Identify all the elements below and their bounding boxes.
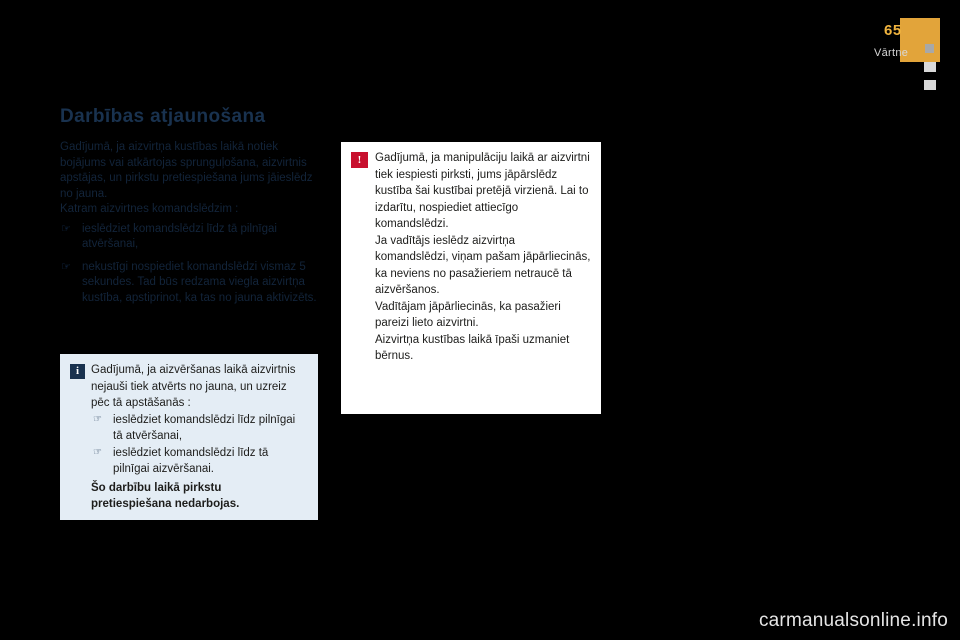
list-item-label: ieslēdziet komandslēdzi līdz pilnīgai tā atvēršanai, — [113, 413, 296, 442]
intro-bullet-list — [60, 222, 322, 307]
intro-text-block — [60, 140, 322, 313]
tab-marker-icon — [924, 80, 936, 90]
info-bullet-list — [91, 412, 307, 478]
watermark: carmanualsonline.info — [758, 610, 948, 631]
section-name: Vārtne — [874, 47, 909, 59]
hand-pointer-icon: ☞ — [61, 260, 71, 273]
tab-marker-icon — [925, 44, 934, 53]
warning-callout-text — [375, 150, 591, 365]
warning-paragraph: Gadījumā, ja manipulāciju laikā ar aizvirtni tiek iespiesti pirksti, jums jāpārslēdz kustība šai kustībai pretējā virzienā. Lai to izdarītu, nospiediet attiecīgo komandslēdzi. — [375, 152, 590, 230]
list-item — [60, 260, 322, 307]
warning-icon — [351, 152, 368, 168]
tab-marker-icon — [924, 62, 936, 72]
hand-pointer-icon: ☞ — [93, 446, 102, 458]
warning-paragraph: Aizvirtņa kustības laikā īpaši uzmaniet bērnus. — [375, 333, 570, 362]
info-note-line-2: pretiespiešana nedarbojas. — [91, 498, 240, 510]
list-item — [91, 412, 307, 445]
list-item — [60, 222, 322, 253]
warning-callout-box — [341, 142, 601, 414]
list-item-label: ieslēdziet komandslēdzi līdz tā pilnīgai atvēršanai, — [82, 222, 277, 250]
page-title: Darbības atjaunošana — [60, 106, 266, 127]
list-item-label: ieslēdziet komandslēdzi līdz tā pilnīgai aizvēršanai. — [113, 446, 269, 475]
list-item — [91, 445, 307, 478]
warning-paragraph: Ja vadītājs ieslēdz aizvirtņa komandslēdzi, viņam pašam jāpārliecinās, ka neviens no pasažieriem netraucē tā aizvēršanos. — [375, 234, 591, 296]
warning-icon-glyph: ! — [357, 154, 362, 166]
info-callout-text — [91, 362, 307, 513]
page-number: 65 — [884, 22, 902, 39]
warning-paragraph: Vadītājam jāpārliecinās, ka pasažieri pareizi lieto aizvirtni. — [375, 300, 561, 329]
list-item-label: nekustīgi nospiediet komandslēdzi vismaz 5 sekundes. Tad būs redzama viegla aizvirtņa kustība, apstiprinot, ka tas no jauna aktivizēts. — [82, 260, 317, 304]
info-callout-box — [60, 354, 318, 520]
intro-paragraph-2: Katram aizvirtnes komandslēdzim : — [60, 203, 239, 215]
info-note-line-1: Šo darbību laikā pirkstu — [91, 481, 222, 494]
intro-paragraph-1: Gadījumā, ja aizvirtņa kustības laikā notiek bojājums vai atkārtojas sprunguļošana, aizvirtnis apstājas, un pirkstu pretiespiešana jums jāieslēdz no jauna. — [60, 141, 313, 200]
info-paragraph: Gadījumā, ja aizvēršanas laikā aizvirtnis nejauši tiek atvērts no jauna, un uzreiz pēc tā apstāšanās : — [91, 364, 296, 409]
hand-pointer-icon: ☞ — [93, 413, 102, 425]
hand-pointer-icon: ☞ — [61, 222, 71, 235]
info-icon: i — [70, 364, 85, 379]
info-note — [91, 480, 307, 513]
